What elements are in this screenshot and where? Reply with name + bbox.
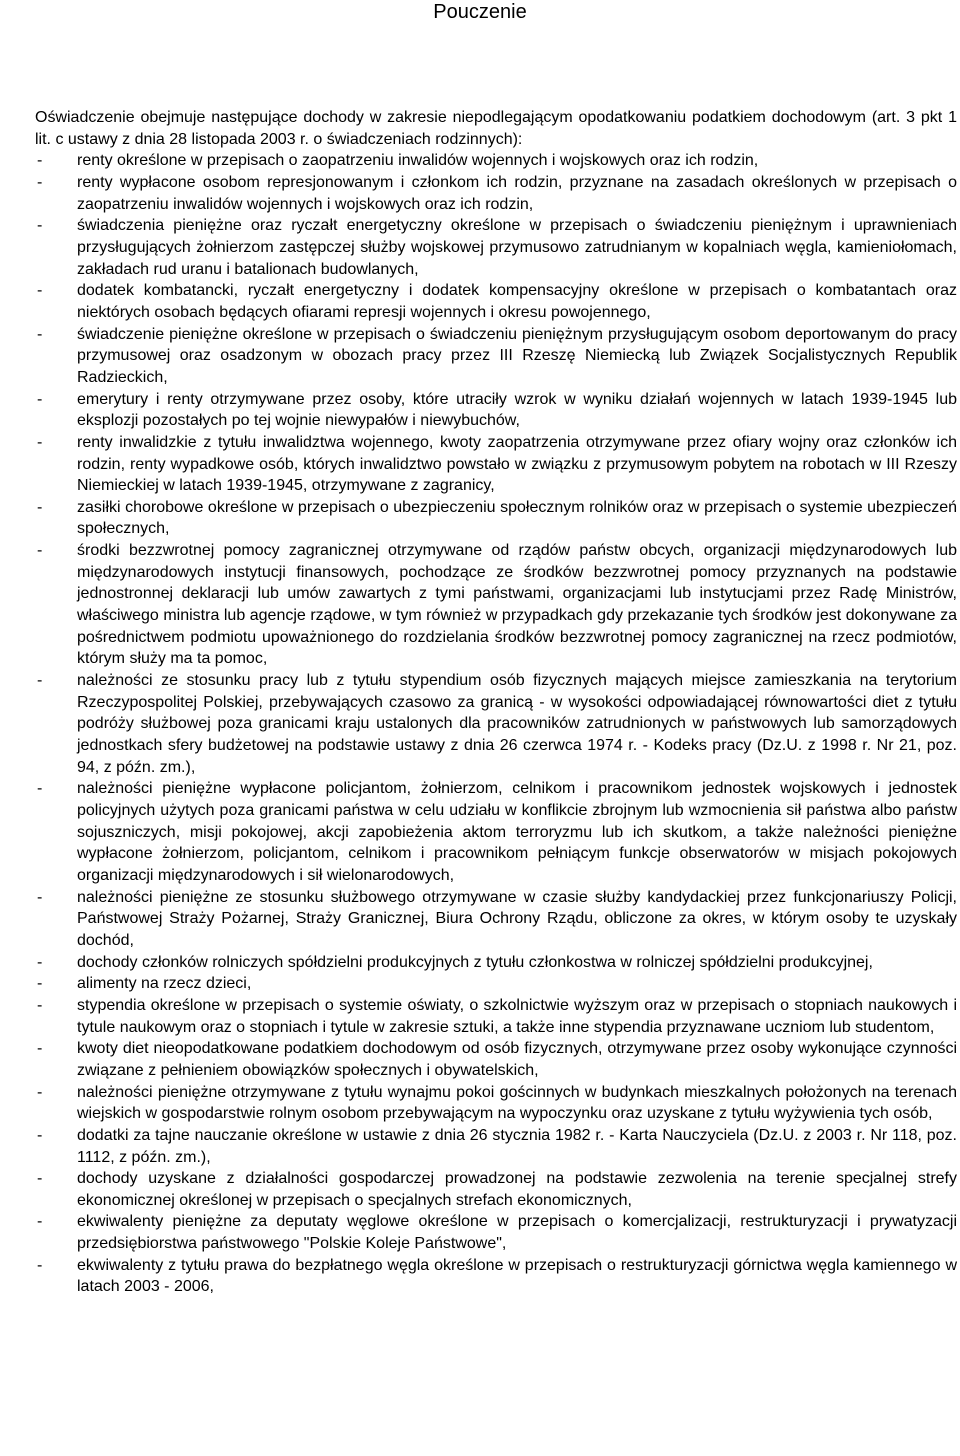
list-item-text: renty inwalidzkie z tytułu inwalidztwa wojennego, kwoty zaopatrzenia otrzymywane przez ofiary wojny oraz członków ich rodzin, renty wypadkowe osób, których inwalidztwo powstało w związku z przymusowym pobytem na robotach w III Rzeszy Niemieckiej w latach 1939-1945, otrzymywane z zagranicy, bbox=[77, 433, 957, 495]
list-item-text: świadczenia pieniężne oraz ryczałt energetyczny określone w przepisach o świadczeniu pieniężnym i uprawnieniach przysługujących żołnierzom zastępczej służby wojskowej przymusowo zatrudnianym w kopalniach węgla, kamieniołomach, zakładach rud uranu i batalionach budowlanych, bbox=[77, 217, 957, 278]
bullet-dash: - bbox=[37, 888, 43, 906]
list-item-text: dochody członków rolniczych spółdzielni produkcyjnych z tytułu członkostwa w rolniczej spółdzielni produkcyjnej, bbox=[77, 953, 873, 971]
list-item bbox=[35, 215, 957, 280]
list-item-text: kwoty diet nieopodatkowane podatkiem dochodowym od osób fizycznych, otrzymywane przez osoby wykonujące czynności związane z pełnieniem obowiązków społecznych i obywatelskich, bbox=[77, 1040, 957, 1079]
document-body bbox=[35, 107, 957, 1298]
list-item-text: należności ze stosunku pracy lub z tytułu stypendium osób fizycznych mających miejsce zamieszkania na terytorium Rzeczypospolitej Polskiej, przebywających czasowo za granicą - w wysokości odpowiadającej równowartości diet z tytułu podróży służbowej poza granicami kraju ustalonych dla pracowników zatrudnionych w państwowych lub samorządowych jednostkach sfery budżetowej na podstawie ustawy z dnia 26 czerwca 1974 r. - Kodeks pracy (Dz.U. z 1998 r. Nr 21, poz. 94, z późn. zm.), bbox=[77, 672, 957, 776]
list-item-text: dodatek kombatancki, ryczałt energetyczny i dodatek kompensacyjny określone w przepisach o kombatantach oraz niektórych osobach będących ofiarami represji wojennych i okresu powojennego, bbox=[77, 282, 957, 321]
list-item-text: stypendia określone w przepisach o systemie oświaty, o szkolnictwie wyższym oraz w przepisach o stopniach naukowych i tytule naukowym oraz o stopniach i tytule w zakresie sztuki, a także inne stypendia przyznawane uczniom lub studentom, bbox=[77, 996, 957, 1036]
list-item bbox=[35, 887, 957, 952]
list-item bbox=[35, 1038, 957, 1081]
list-item bbox=[35, 1168, 957, 1211]
bullet-dash: - bbox=[37, 217, 43, 235]
bullet-dash: - bbox=[37, 325, 43, 343]
bullet-dash: - bbox=[37, 1040, 43, 1058]
list-item-text: należności pieniężne wypłacone policjantom, żołnierzom, celnikom i pracownikom jednostek wojskowych i jednostek policyjnych użytych poza granicami państwa w celu udziału w konflikcie zbrojnym lub wzmocnienia sił państwa albo państw sojuszniczych, misji pokojowej, akcji zapobieżenia aktom terroryzmu lub ich skutkom, a także należności pieniężne wypłacone żołnierzom, policjantom, celnikom i pracownikom pełniącym funkcje obserwatorów w misjach pokojowych organizacji międzynarodowych i sił wielonarodowych, bbox=[77, 780, 957, 884]
page-title: Pouczenie bbox=[433, 1, 527, 23]
list-item bbox=[35, 432, 957, 497]
bullet-dash: - bbox=[37, 1083, 43, 1101]
list-item-text: należności pieniężne ze stosunku służbowego otrzymywane w czasie służby kandydackiej przez funkcjonariuszy Policji, Państwowej Straży Pożarnej, Straży Granicznej, Biura Ochrony Rządu, obliczone za okres, w którym osoby te uzyskały dochód, bbox=[77, 888, 957, 949]
bullet-dash: - bbox=[37, 498, 43, 516]
list-item-text: dodatki za tajne nauczanie określone w ustawie z dnia 26 stycznia 1982 r. - Karta Nauczyciela (Dz.U. z 2003 r. Nr 118, poz. 1112, z późn. zm.), bbox=[77, 1126, 957, 1166]
list-item bbox=[35, 389, 957, 432]
list-item-text: dochody uzyskane z działalności gospodarczej prowadzonej na podstawie zezwolenia na terenie specjalnej strefy ekonomicznej określonej w przepisach o specjalnych strefach ekonomicznych, bbox=[77, 1170, 957, 1209]
bullet-dash: - bbox=[37, 672, 43, 690]
list-item-text: zasiłki chorobowe określone w przepisach o ubezpieczeniu społecznym rolników oraz w przepisach o systemie ubezpieczeń społecznych, bbox=[77, 498, 957, 538]
list-item-text: świadczenie pieniężne określone w przepisach o świadczeniu pieniężnym przysługującym osobom deportowanym do pracy przymusowej oraz osadzonym w obozach pracy przez III Rzeszę Niemiecką lub Związek Socjalistycznych Republik Radzieckich, bbox=[77, 325, 957, 386]
intro-paragraph: Oświadczenie obejmuje następujące dochody w zakresie niepodlegającym opodatkowaniu podatkiem dochodowym (art. 3 pkt 1 lit. c ustawy z dnia 28 listopada 2003 r. o świadczeniach rodzinnych): bbox=[35, 109, 957, 148]
list-item-text: należności pieniężne otrzymywane z tytułu wynajmu pokoi gościnnych w budynkach mieszkalnych położonych na terenach wiejskich w gospodarstwie rolnym osobom przebywającym na wypoczynku oraz uzyskane z tytułu wyżywienia tych osób, bbox=[77, 1083, 957, 1123]
bullet-dash: - bbox=[37, 433, 43, 451]
bullet-dash: - bbox=[37, 173, 43, 191]
list-item bbox=[35, 172, 957, 215]
bullet-dash: - bbox=[37, 953, 43, 971]
bullet-dash: - bbox=[37, 542, 43, 560]
list-item bbox=[35, 1082, 957, 1125]
bullet-dash: - bbox=[37, 1170, 43, 1188]
bullet-dash: - bbox=[37, 996, 43, 1014]
list-item bbox=[35, 1211, 957, 1254]
list-item-text: środki bezzwrotnej pomocy zagranicznej otrzymywane od rządów państw obcych, organizacji międzynarodowych lub międzynarodowych instytucji finansowych, pochodzące ze środków bezzwrotnej pomocy przyznanych na podstawie jednostronnej deklaracji lub umów zawartych z tymi państwami, organizacjami lub instytucjami przez Radę Ministrów, właściwego ministra lub agencje rządowe, w tym również w przypadkach gdy przekazanie tych środków jest dokonywane za pośrednictwem podmiotu upoważnionego do rozdzielania środków bezzwrotnej pomocy zagranicznej na rzecz podmiotów, którym służy ma ta pomoc, bbox=[77, 542, 957, 668]
bullet-dash: - bbox=[37, 1256, 43, 1274]
income-list bbox=[35, 150, 957, 1298]
list-item-text: renty wypłacone osobom represjonowanym i członkom ich rodzin, przyznane na zasadach określonych w przepisach o zaopatrzeniu inwalidów wojennych i wojskowych oraz ich rodzin, bbox=[77, 173, 957, 213]
list-item bbox=[35, 952, 957, 974]
list-item bbox=[35, 778, 957, 886]
list-item-text: ekwiwalenty pieniężne za deputaty węglowe określone w przepisach o komercjalizacji, restrukturyzacji i prywatyzacji przedsiębiorstwa państwowego "Polskie Koleje Państwowe", bbox=[77, 1213, 957, 1253]
bullet-dash: - bbox=[37, 282, 43, 300]
list-item-text: alimenty na rzecz dzieci, bbox=[77, 975, 252, 993]
list-item bbox=[35, 540, 957, 670]
list-item-text: renty określone w przepisach o zaopatrzeniu inwalidów wojennych i wojskowych oraz ich rodzin, bbox=[77, 152, 759, 170]
list-item bbox=[35, 1125, 957, 1168]
list-item bbox=[35, 670, 957, 778]
bullet-dash: - bbox=[37, 1213, 43, 1231]
list-item bbox=[35, 995, 957, 1038]
bullet-dash: - bbox=[37, 152, 43, 170]
list-item-text: emerytury i renty otrzymywane przez osoby, które utraciły wzrok w wyniku działań wojennych w latach 1939-1945 lub eksplozji pozostałych po tej wojnie niewypałów i niewybuchów, bbox=[77, 390, 957, 430]
list-item bbox=[35, 973, 957, 995]
list-item bbox=[35, 324, 957, 389]
list-item bbox=[35, 280, 957, 323]
list-item bbox=[35, 1255, 957, 1298]
list-item bbox=[35, 497, 957, 540]
list-item bbox=[35, 150, 957, 172]
list-item-text: ekwiwalenty z tytułu prawa do bezpłatnego węgla określone w przepisach o restrukturyzacji górnictwa węgla kamiennego w latach 2003 - 2006, bbox=[77, 1256, 957, 1296]
bullet-dash: - bbox=[37, 1126, 43, 1144]
bullet-dash: - bbox=[37, 975, 43, 993]
bullet-dash: - bbox=[37, 390, 43, 408]
bullet-dash: - bbox=[37, 780, 43, 798]
